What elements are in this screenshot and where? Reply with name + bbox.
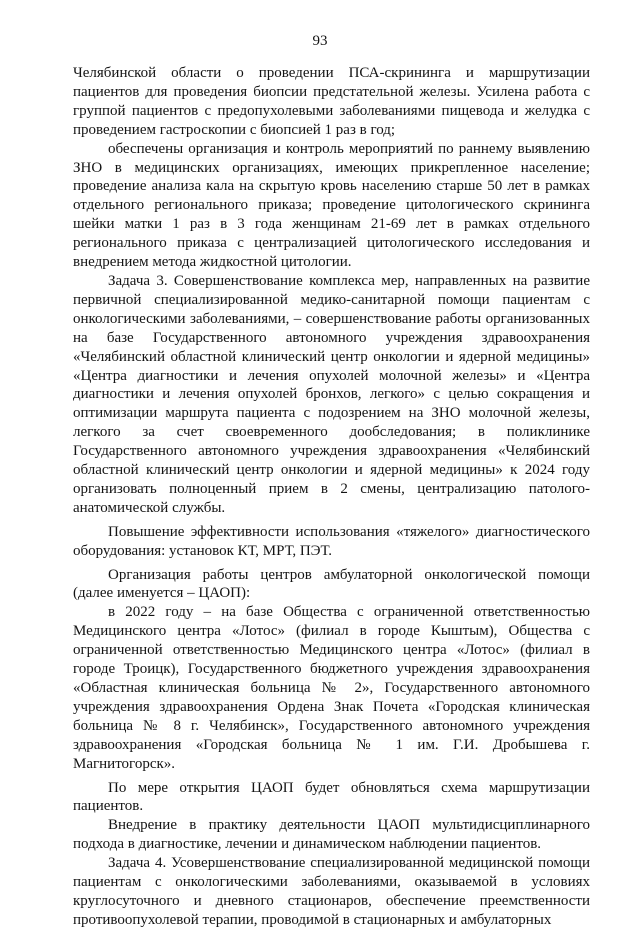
paragraph-task-4: Задача 4. Усовершенствование специализированной медицинской помощи пациентам с онкологическими заболеваниями, оказываемой в условиях круглосуточного и дневного стационаров, обеспечение преемственности противоопухолевой терапии, проводимой в стационарных и амбулаторных: [73, 855, 590, 928]
page-number: 93: [312, 33, 328, 49]
paragraph-caop-organization: Организация работы центров амбулаторной онкологической помощи (далее именуется – ЦАОП):: [73, 566, 590, 602]
paragraph-continuation: Челябинской области о проведении ПСА-скрининга и маршрутизации пациентов для проведения биопсии предстательной железы. Усилена работа с группой пациентов с предопухолевыми заболеваниями пищевода и желудка с проведением гастроскопии с биопсией 1 раз в год;: [73, 65, 590, 138]
paragraph-task-3: Задача 3. Совершенствование комплекса мер, направленных на развитие первичной специализированной медико-санитарной помощи пациентам с онкологическими заболеваниями, – совершенствование работы организованных на базе Государственного автономного учреждения здравоохранения «Челябинский областной клинический центр онкологии и ядерной медицины» «Центра диагностики и лечения опухолей молочной железы» и «Центра диагностики и лечения опухолей бронхов, легкого» с целью сокращения и оптимизации маршрута пациента с подозрением на ЗНО молочной железы, легкого за счет своевременного дообследования; в поликлинике Государственного автономного учреждения здравоохранения «Челябинский областной клинический центр онкологии и ядерной медицины» к 2024 году организовать полноценный прием в 2 смены, централизацию патолого-анатомической службы.: [73, 272, 590, 516]
document-body: [73, 64, 590, 930]
paragraph-multidisciplinary: Внедрение в практику деятельности ЦАОП мультидисциплинарного подхода в диагностике, лечении и динамическом наблюдении пациентов.: [73, 817, 590, 853]
paragraph-caop-2022: в 2022 году – на базе Общества с ограниченной ответственностью Медицинского центра «Лотос» (филиал в городе Кыштым), Общества с ограниченной ответственностью Медицинского центра «Лотос» (филиал в городе Троицк), Государственного бюджетного учреждения здравоохранения «Областная клиническая больница № 2», Государственного автономного учреждения здравоохранения Ордена Знак Почета «Городская клиническая больница № 8 г. Челябинск», Государственного автономного учреждения здравоохранения «Городская больница № 1 им. Г.И. Дробышева г. Магнитогорск».: [73, 604, 590, 772]
paragraph-early-detection: обеспечены организация и контроль мероприятий по раннему выявлению ЗНО в медицинских организациях, имеющих прикрепленное население; проведение анализа кала на скрытую кровь населению старше 50 лет в рамках отдельного регионального приказа; проведение цитологического скрининга шейки матки 1 раз в 3 года женщинам 21-69 лет в рамках отдельного регионального приказа с централизацией цитологического исследования и внедрением метода жидкостной цитологии.: [73, 140, 590, 271]
paragraph-routing-update: По мере открытия ЦАОП будет обновляться схема маршрутизации пациентов.: [73, 779, 590, 815]
paragraph-heavy-equipment: Повышение эффективности использования «тяжелого» диагностического оборудования: установок КТ, МРТ, ПЭТ.: [73, 523, 590, 559]
